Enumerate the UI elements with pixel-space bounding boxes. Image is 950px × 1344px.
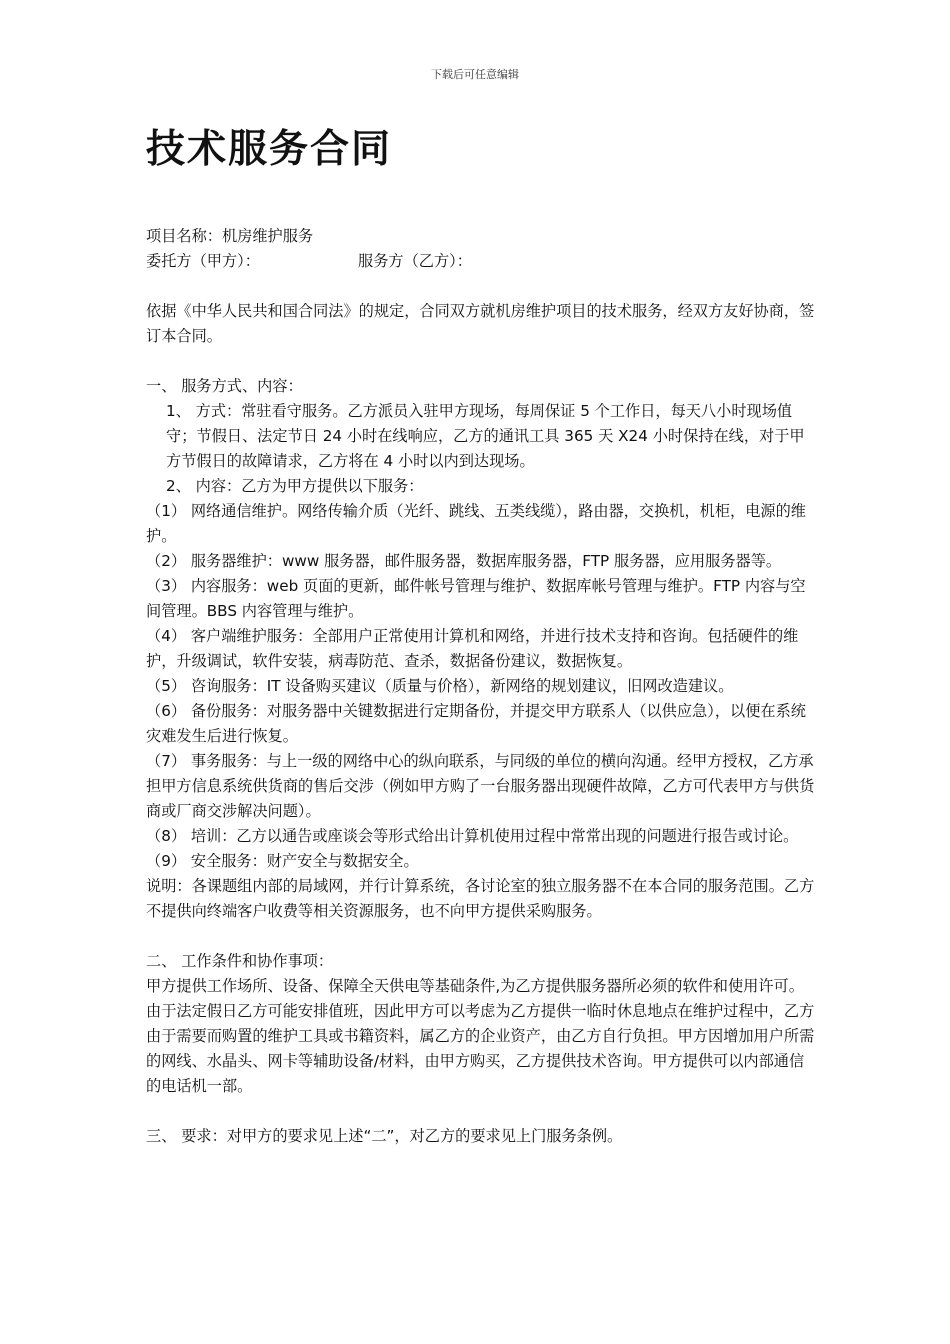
- party-a-label: 委托方（甲方）：: [146, 252, 260, 270]
- parties-row: [146, 249, 818, 274]
- service-method: 1、 方式：常驻看守服务。乙方派员入驻甲方现场，每周保证 5 个工作日，每天八小时现场值守；节假日、法定节日 24 小时在线响应，乙方的通讯工具 365 天 X24 小时保持在线，对于甲方节假日的故障请求，乙方将在 4 小时以内到达现场。: [166, 402, 805, 470]
- section-2-text: 甲方提供工作场所、设备、保障全天供电等基础条件,为乙方提供服务器所必须的软件和使用许可。由于法定假日乙方可能安排值班，因此甲方可以考虑为乙方提供一临时休息地点在维护过程中，乙方由于需要而购置的维护工具或书籍资料，属乙方的企业资产，由乙方自行负担。甲方因增加用户所需的网线、水晶头、网卡等辅助设备/材料，由甲方购买，乙方提供技术咨询。甲方提供可以内部通信的电话机一部。: [146, 977, 815, 1095]
- section-1-heading: 一、 服务方式、内容：: [146, 377, 303, 395]
- intro-paragraph: 依据《中华人民共和国合同法》的规定，合同双方就机房维护项目的技术服务，经双方友好协商，签订本合同。: [146, 302, 815, 345]
- service-content-heading: 2、 内容：乙方为甲方提供以下服务：: [166, 477, 424, 495]
- service-item-2: （2） 服务器维护：www 服务器，邮件服务器，数据库服务器，FTP 服务器，应用服务器等。: [146, 552, 782, 570]
- page-header-note: 下载后可任意编辑: [431, 68, 519, 81]
- document-title: 技术服务合同: [146, 127, 393, 172]
- section-1-note: 说明：各课题组内部的局域网，并行计算系统，各讨论室的独立服务器不在本合同的服务范围。乙方不提供向终端客户收费等相关资源服务，也不向甲方提供采购服务。: [146, 877, 815, 920]
- service-item-8: （8） 培训：乙方以通告或座谈会等形式给出计算机使用过程中常常出现的问题进行报告或讨论。: [146, 827, 799, 845]
- document-body: [146, 224, 818, 1149]
- section-3-text: 三、 要求：对甲方的要求见上述“二”，对乙方的要求见上门服务条例。: [146, 1127, 623, 1145]
- section-2-heading: 二、 工作条件和协作事项：: [146, 952, 334, 970]
- service-item-3: （3） 内容服务：web 页面的更新，邮件帐号管理与维护、数据库帐号管理与维护。FTP 内容与空间管理。BBS 内容管理与维护。: [146, 577, 806, 620]
- project-name: 项目名称：机房维护服务: [146, 227, 314, 245]
- service-item-5: （5） 咨询服务：IT 设备购买建议（质量与价格），新网络的规划建议，旧网改造建议。: [146, 677, 734, 695]
- service-item-7: （7） 事务服务：与上一级的网络中心的纵向联系，与同级的单位的横向沟通。经甲方授权，乙方承担甲方信息系统供货商的售后交涉（例如甲方购了一台服务器出现硬件故障，乙方可代表甲方与供货商或厂商交涉解决问题）。: [146, 752, 815, 820]
- service-item-4: （4） 客户端维护服务：全部用户正常使用计算机和网络，并进行技术支持和咨询。包括硬件的维护，升级调试，软件安装，病毒防范、查杀，数据备份建议，数据恢复。: [146, 627, 799, 670]
- service-item-1: （1） 网络通信维护。网络传输介质（光纤、跳线、五类线缆），路由器，交换机，机柜，电源的维护。: [146, 502, 806, 545]
- party-b-label: 服务方（乙方）：: [358, 252, 472, 270]
- service-item-6: （6） 备份服务：对服务器中关键数据进行定期备份，并提交甲方联系人（以供应急），以便在系统灾难发生后进行恢复。: [146, 702, 806, 745]
- service-item-9: （9） 安全服务：财产安全与数据安全。: [146, 852, 419, 870]
